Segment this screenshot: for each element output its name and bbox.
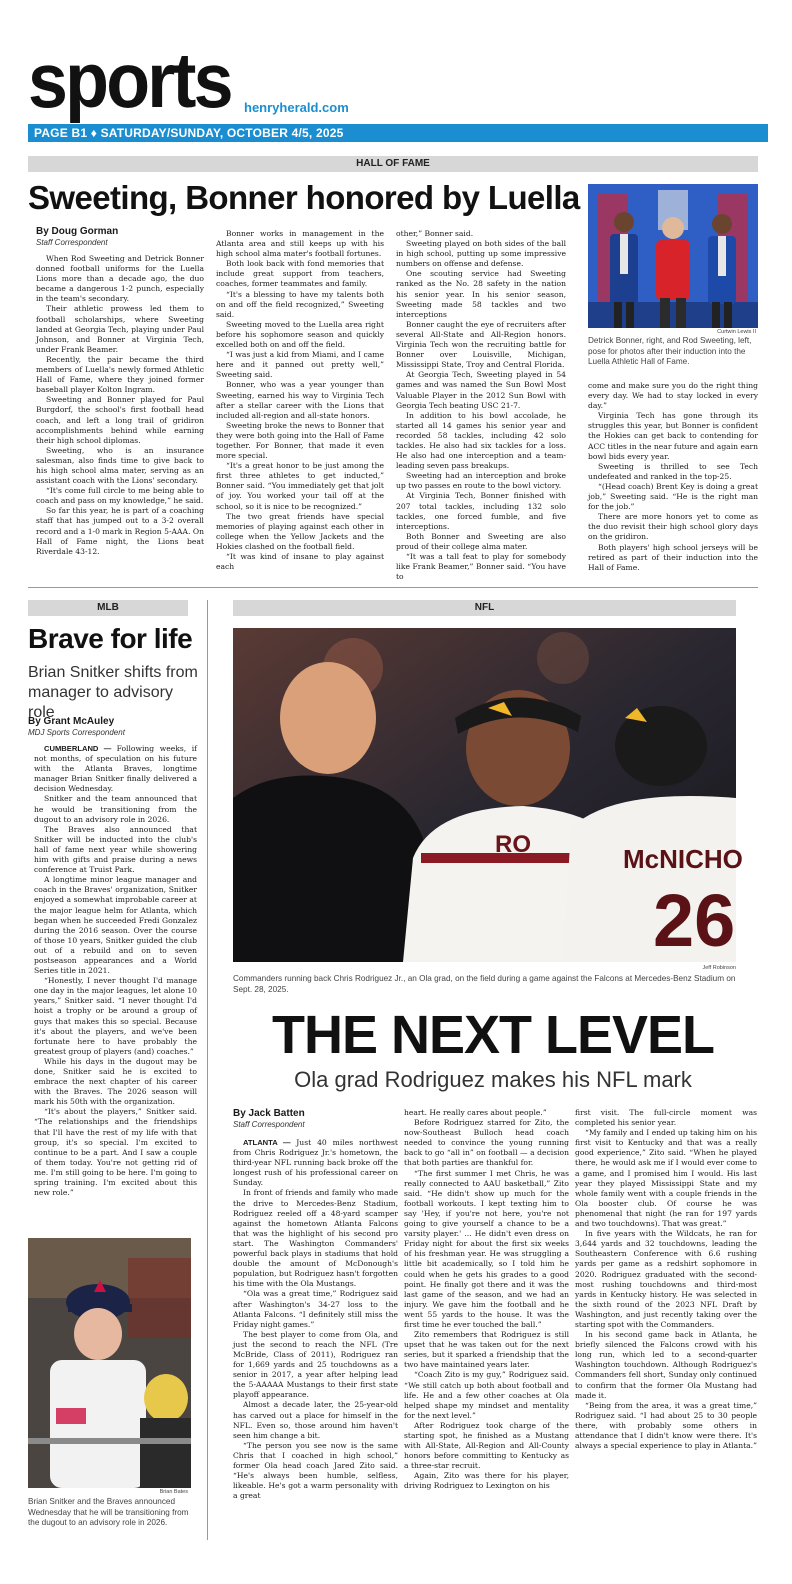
paragraph: “It was kind of insane to play against each [216,552,384,572]
story2-photo [28,1238,191,1488]
story1-headline: Sweeting, Bonner honored by Luella [28,179,580,216]
paragraph: Sweeting played on both sides of the ball in high school, putting up some impressive numbers on offense and defense. [396,239,566,269]
story2-deck: Brian Snitker shifts from manager to advisory role [28,664,198,721]
paragraph: “My family and I ended up taking him on his first visit to Kentucky and that was a really good experience,” Zito said. “When he played there, he would ask me if I would ever come to a game, and I promised him I would. His last year they played Mississippi State and my whole family went with a couple friends in the Ola booster club. Of course he was phenomenal that night (he ran for 197 yards and two touchdowns). That was great.” [575,1128,757,1229]
story1-column-4 [588,381,758,576]
paragraph: Both Bonner and Sweeting are also proud of their college alma mater. [396,531,566,551]
paragraph: The Braves also announced that Snitker will be inducted into the club's hall of fame next year while showering him with gifts and praise during a news conference at Truist Park. [34,824,197,875]
paragraph: “It's a blessing to have my talents both on and off the field recognized,” Sweeting said. [216,289,384,319]
paragraph: “Being from the area, it was a great time,” Rodriguez said. “I had about 25 to 30 people there, with probably some others in attendance that I didn't know were there. It's always a special experience to play in Atlanta.” [575,1400,757,1451]
paragraph: Sweeting is thrilled to see Tech undefeated and ranked in the top-25. [588,461,758,481]
paragraph: Zito remembers that Rodriguez is still upset that he was taken out for the next series, but it sparked a friendship that the two have maintained years later. [404,1330,569,1370]
paragraph: There are more honors yet to come as the duo revisit their high school glory days on the gridiron. [588,512,758,542]
paragraph: Their athletic prowess led them to football scholarships, where Sweeting landed at Georgia Tech, playing under Paul Johnson, and Bonner at Virginia Tech, under Frank Beamer. [36,304,204,354]
paragraph: Again, Zito was there for his player, driving Rodriguez to Lexington on his [404,1471,569,1491]
paragraph: In front of friends and family who made the drive to Mercedes-Benz Stadium, Rodriguez reeled off a 48-yard scamper against the hometown Atlanta Falcons that was the highlight of his second pro start. The Washington Commanders' powerful back plays in stadiums that hold double the amount of McDonough's population, but Rodriguez hasn't forgotten his time with the Ola Mustangs. [233,1188,398,1289]
paragraph: “(Head coach) Brent Key is doing a great job,” Sweeting said. “He is the right man for the job.” [588,481,758,512]
paragraph: “I was just a kid from Miami, and I came here and it panned out pretty well,” Sweeting said. [216,350,384,380]
paragraph: A longtime minor league manager and coach in the Braves' organization, Snitker enjoyed a somewhat improbable career at the major league helm for Atlanta, which began when he succeeded Fredi Gonzalez during the 2016 season. Over the course of those 10 years, Snitker guided the club out of a rebuild and on to seven postseason appearances and a World Series title in 2021. [34,875,197,976]
jersey-text-left: RO [495,831,531,858]
paragraph: CUMBERLAND — Following weeks, if not months, of speculation on his future with the Atlanta Braves, longtime manager Brian Snitker finally delivered a decision Wednesday. [34,744,197,794]
dateline: ATLANTA — [243,1138,297,1147]
paragraph: Recently, the pair became the third members of Luella's newly formed Athletic Hall of Fame, where they joined former baseball player Kolton Ingram. [36,354,204,395]
paragraph: “It's about the players,” Snitker said. “The relationships and the friendships that I'll have the rest of my life with that group, it's so special. I'm excited to continue to be a part. And I saw a couple of them today. You're not getting rid of me. I'm still going to be here. I'm going to spring training. I'm excited about this new role.” [34,1107,197,1198]
paragraph: In addition to his bowl accolade, he started all 14 games his senior year and recorded 58 tackles, including 42 solo tackles. He also had six tackles for a loss. He also had one interception and a team-leading seven pass breakups. [396,410,566,471]
paragraph: “It's come full circle to me being able to coach and pass on my knowledge,” he said. [36,486,204,506]
paragraph: first visit. The full-circle moment was completed his senior year. [575,1108,757,1128]
story3-photo [233,628,743,962]
story3-photo-credit: Jeff Robinson [702,965,736,971]
story3-column-3 [575,1108,757,1568]
jersey-text-right: McNICHO [623,844,743,874]
paragraph: other,” Bonner said. [396,229,474,238]
paragraph: “It's a great honor to be just among the first three athletes to get inducted,” Bonner said. “You immediately get that jolt of joy. You worked your tail off at the school, so it is nice to be recognized.” [216,461,384,511]
story1-photo [588,184,758,328]
paragraph: Sweeting broke the news to Bonner that they were both going into the Hall of Fame together. For Bonner, that made it even more special. [216,420,384,461]
story2-headline: Brave for life [28,623,193,654]
paragraph: “Honestly, I never thought I'd manage one day in the major leagues, let alone 10 years,” Snitker said. “I never thought I'd hoist a trophy or be around a group of guys that makes this so special. Because it's about the players, and we've been fortunate here to have probably the greatest group of players (and) coaches.” [34,976,197,1056]
paragraph: Bonner, who was a year younger than Sweeting, earned his way to Virginia Tech after a stellar career with the Lions that included all-region and all-state honors. [216,380,384,420]
story3-column-2 [404,1108,569,1568]
divider [28,587,758,588]
paragraph: In his second game back in Atlanta, he briefly silenced the Falcons crowd with his long run, which led to a second-quarter Washington touchdown. Although Rodriguez's Commanders fell short, Sunday only continued to confirm that the former Ola Mustang had made it. [575,1330,757,1400]
paragraph: Both players' high school jerseys will be retired as part of their induction into the Hall of Fame. [588,542,758,572]
paragraph: While his days in the dugout may be done, Snitker said he is excited to embrace the next chapter of his career with the Braves. The 2026 season will mark his 50th with the organization. [34,1056,197,1107]
paragraph: The best player to come from Ola, and just the second to reach the NFL (Tre McBride, Class of 2011), Rodriguez ran for 1,669 yards and 25 touchdowns as a senior in 2017, a year after helping lead the 5-AAAAA Mustangs to their first state playoff appearance. [233,1329,398,1400]
masthead [28,36,768,126]
story1-photo-credit: Curtwin Lewis II [717,329,756,335]
paragraph: ATLANTA — Just 40 miles northwest from Chris Rodriguez Jr.'s hometown, the third-year NFL running back broke off the longest rush of his professional career on Sunday. [233,1138,398,1188]
story2-photo-caption: Brian Snitker and the Braves announced Wednesday that he will be transitioning from the dugout to an advisory role in 2026. [28,1497,189,1527]
paragraph: Bonner caught the eye of recruiters after several All-State and All-Region honors. Virginia Tech won the recruiting battle for Bonner over Louisville, Michigan, Mississippi State, Troy and Central Florida. [396,319,566,370]
paragraph: Both look back with fond memories that include great support from teachers, coaches, former teammates and family. [216,259,384,289]
paragraph: Sweeting had an interception and broke up two passes en route to the bowl victory. [396,471,566,491]
story3-author: By Jack Batten [233,1108,305,1119]
paragraph: “The first summer I met Chris, he was really connected to AAU basketball,” Zito said. “He didn't show up much for the football workouts. I kept texting him to say 'Hey, if you're not here, you're not going to give yourself a chance to be a varsity player.' ... He didn't even dress on Friday night for about the first six weeks of his freshman year. He was struggling a little bit academically, so I told him he could when he gets his grades to a good point. He finally got there and it was the last game of the season, and we had an injury. We gave him the football and he went 55 yards to the house. It was the first time he ever touched the ball.” [404,1168,569,1329]
paragraph: Sweeting and Bonner played for Paul Burgdorf, the school's first football head coach, and left a long trail of gridiron accomplishments behind while earning their high school diplomas. [36,395,204,445]
dateline: CUMBERLAND — [44,744,117,753]
story2-author: By Grant McAuley [28,716,115,727]
paragraph: So far this year, he is part of a coaching staff that has jumped out to a 3-2 overall record and a 1-0 mark in Region 5-AAA. On Hall of Fame night, the Lions beat Riverdale 43-12. [36,506,204,556]
story1-author: By Doug Gorman [36,226,119,237]
paragraph: At Virginia Tech, Bonner finished with 207 total tackles, including 132 solo tackles, one forced fumble, and five interceptions. [396,491,566,531]
paragraph: come and make sure you do the right thing every day. We had to stay locked in every day.” [588,381,758,411]
section-logo: sports [28,36,231,124]
story1-author-role: Staff Correspondent [36,238,108,247]
paragraph: One scouting service had Sweeting ranked as the No. 28 safety in the nation his senior year. In his senior season, Sweeting made 58 tackles and two interceptions [396,269,566,319]
paragraph: Almost a decade later, the 25-year-old has carved out a place for himself in the NFL. Even so, those around him haven't seen him change a bit. [233,1400,398,1440]
paragraph: In five years with the Wildcats, he ran for 3,644 yards and 32 touchdowns, leading the Southeastern Conference with 6.6 rushing yards per game as a redshirt sophomore in 2020. Rodriguez graduated with the second-most rushing touchdowns and third-most yards in Kentucky history. He was selected in the sixth round of the 2023 NFL Draft by Washington, and just recently taking over the starting spot with the Commanders. [575,1229,757,1329]
story1-byline [36,226,196,248]
paragraph: Snitker and the team announced that he would be transitioning from the dugout to an advisory role in 2026. [34,794,197,824]
paragraph: “Coach Zito is my guy,” Rodriguez said. “We still catch up both about football and life. He and a few other coaches at Ola helped shape my mindset and mentality for the next level.” [404,1370,569,1420]
story1-column-1 [36,254,204,576]
page-dateline: PAGE B1 ♦ SATURDAY/SUNDAY, OCTOBER 4/5, 2025 [28,124,768,142]
paragraph: After Rodriguez took charge of the starting spot, he finished as a Mustang with All-State, All-Region and All-County honors before committing to Kentucky as a three-star recruit. [404,1420,569,1471]
story2-author-role: MDJ Sports Correspondent [28,728,125,737]
story1-column-3 [396,229,566,582]
paragraph: “It was a tall feat to play for somebody like Frank Beamer,” Bonner said. “You have to [396,552,566,582]
paragraph: When Rod Sweeting and Detrick Bonner donned football uniforms for the Luella Lions more than a decade ago, the duo became a dangerous 1-2 punch, especially in the team's secondary. [36,254,204,304]
jersey-number: 26 [653,879,736,962]
story2-photo-credit: Brian Bates [159,1489,188,1495]
story3-headline: THE NEXT LEVEL [271,1005,715,1065]
paragraph: Bonner works in management in the Atlanta area and still keeps up with his high school alma mater's football fortunes. [216,229,384,259]
story3-author-role: Staff Correspondent [233,1120,305,1129]
column-divider [207,600,208,1540]
paragraph: Sweeting moved to the Luella area right before his sophomore season and quickly excelled both on and off the field. [216,319,384,350]
story1-column-2 [216,229,384,576]
story3-deck: Ola grad Rodriguez makes his NFL mark [294,1067,692,1092]
story2-byline [28,716,198,738]
paragraph: “Ola was a great time,” Rodriguez said after Washington's 34-27 loss to the Atlanta Falcons. “I definitely still miss the Friday night games.” [233,1289,398,1329]
story1-photo-caption: Detrick Bonner, right, and Rod Sweeting, left, pose for photos after their induction into the Luella Athletic Hall of Fame. [588,336,752,366]
story3-photo-caption: Commanders running back Chris Rodriguez Jr., an Ola grad, on the field during a game against the Falcons at Mercedes-Benz Stadium on Sept. 28, 2025. [233,974,736,994]
paragraph: Before Rodriguez starred for Zito, the now-Southeast Bulloch head coach needed to convince the young running back to go “all in” on football — a decision that both parties are thankful for. [404,1118,569,1168]
section-label-hall-of-fame: HALL OF FAME [28,156,758,172]
section-label-mlb: MLB [28,600,188,616]
paragraph: heart. He really cares about people.” [404,1108,547,1117]
paragraph: At Georgia Tech, Sweeting played in 54 games and was named the Sun Bowl Most Valuable Player in the 2012 Sun Bowl with Georgia Tech beating USC 21-7. [396,370,566,410]
paragraph: Sweeting, who is an insurance salesman, also finds time to give back to his high school alma mater, serving as an assistant coach with the Lions' secondary. [36,445,204,486]
site-link[interactable]: henryherald.com [244,100,349,115]
story3-byline [233,1108,403,1130]
story3-column-1 [233,1138,398,1568]
paragraph: “The person you see now is the same Chris that I coached in high school,” former Ola head coach Jared Zito said. “He's always been humble, selfless, likeable. He's got a warm personality with a great [233,1440,398,1501]
story2-column [34,744,197,1226]
paragraph: The two great friends have special memories of playing against each other in college when the Yellow Jackets and the Hokies clashed on the football field. [216,511,384,551]
paragraph: Virginia Tech has gone through its struggles this year, but Bonner is confident the Hokies can get back to contending for ACC titles in the near future and again earn bowl bids every year. [588,411,758,461]
section-label-nfl: NFL [233,600,736,616]
